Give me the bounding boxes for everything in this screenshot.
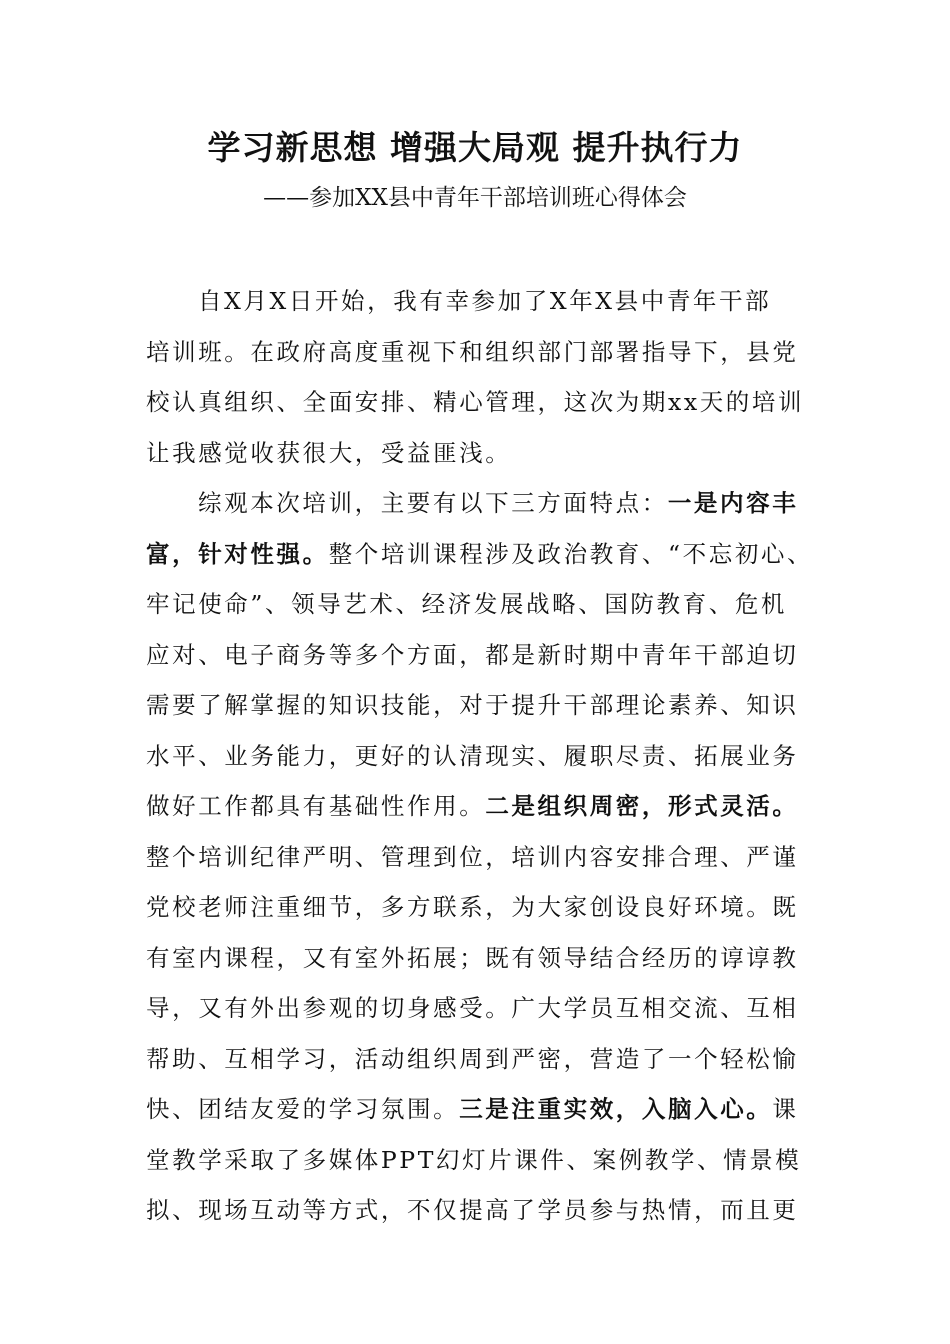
bold-heading: 富，针对性强。 (146, 539, 329, 568)
text-line (146, 983, 836, 1034)
document-title: 学习新思想 增强大局观 提升执行力 (207, 128, 743, 167)
text-run: 需要了解掌握的知识技能，对于提升干部理论素养、知识 (146, 691, 799, 719)
bold-heading: 三是注重实效，入脑入心。 (459, 1095, 773, 1123)
text-run: 帮助、互相学习，活动组织周到严密，营造了一个轻松愉 (146, 1044, 799, 1073)
text-run: 水平、业务能力，更好的认清现实、履职尽责、拓展业务 (146, 741, 799, 770)
text-line (146, 1034, 836, 1085)
text-run: 快、团结友爱的学习氛围。 (146, 1095, 460, 1123)
text-line (146, 276, 836, 327)
text-run: 让我感觉收获很大，受益匪浅。 (146, 438, 512, 467)
text-line (146, 1084, 836, 1135)
text-line (146, 1185, 836, 1236)
text-run: 应对、电子商务等多个方面，都是新时期中青年干部迫切 (146, 640, 799, 669)
text-line (146, 832, 836, 883)
text-run: 党校老师注重细节，多方联系，为大家创设良好环境。既 (146, 893, 799, 921)
text-line (146, 529, 836, 580)
text-run: 整个培训课程涉及政治教育、“不忘初心、 (328, 539, 814, 568)
bold-heading: 二是组织周密，形式灵活。 (485, 792, 799, 820)
text-line (146, 1135, 836, 1186)
text-run: 校认真组织、全面安排、精心管理，这次为期xx天的培训 (146, 388, 805, 416)
text-run: 做好工作都具有基础性作用。 (146, 792, 486, 820)
text-line (146, 882, 836, 933)
bold-heading: 一是内容丰 (667, 489, 799, 517)
text-run: 有室内课程，又有室外拓展；既有领导结合经历的谆谆教 (146, 943, 799, 972)
text-run: 堂教学采取了多媒体PPT幻灯片课件、案例教学、情景模 (146, 1145, 802, 1174)
text-run: 导，又有外出参观的切身感受。广大学员互相交流、互相 (146, 994, 799, 1022)
text-line (146, 731, 836, 782)
text-line (146, 478, 836, 529)
text-run: 拟、现场互动等方式，不仅提高了学员参与热情，而且更 (146, 1196, 799, 1224)
text-line (146, 933, 836, 984)
text-line (146, 781, 836, 832)
text-run: 课 (772, 1095, 799, 1123)
text-line (146, 630, 836, 681)
text-run: 自X月X日开始，我有幸参加了X年X县中青年干部 (198, 287, 772, 315)
text-run: 整个培训纪律严明、管理到位，培训内容安排合理、严谨 (146, 842, 799, 871)
text-run: 培训班。在政府高度重视下和组织部门部署指导下，县党 (146, 337, 799, 366)
document-subtitle: ——参加XX县中青年干部培训班心得体会 (263, 185, 687, 211)
text-line (146, 680, 836, 731)
text-line (146, 327, 836, 378)
text-line (146, 377, 836, 428)
text-run: 综观本次培训，主要有以下三方面特点： (198, 489, 668, 517)
text-line (146, 579, 836, 630)
text-line (146, 428, 836, 479)
text-run: 牢记使命”、领导艺术、经济发展战略、国防教育、危机 (146, 590, 788, 618)
document-body (146, 276, 836, 1236)
